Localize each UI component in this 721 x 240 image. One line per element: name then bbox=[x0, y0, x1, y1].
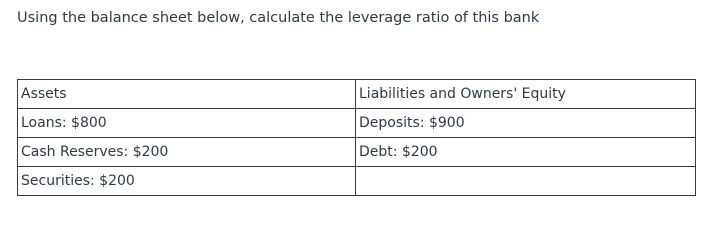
question-text: Using the balance sheet below, calculate the leverage ratio of this bank bbox=[17, 10, 540, 26]
balance-sheet-table bbox=[17, 79, 696, 196]
header-assets: Assets bbox=[18, 80, 356, 109]
table-row bbox=[18, 109, 696, 138]
cell-debt: Debt: $200 bbox=[356, 138, 696, 167]
table-row bbox=[18, 138, 696, 167]
header-liabilities-equity: Liabilities and Owners' Equity bbox=[356, 80, 696, 109]
table-header-row bbox=[18, 80, 696, 109]
cell-securities: Securities: $200 bbox=[18, 167, 356, 196]
cell-cash-reserves: Cash Reserves: $200 bbox=[18, 138, 356, 167]
cell-empty bbox=[356, 167, 696, 196]
cell-deposits: Deposits: $900 bbox=[356, 109, 696, 138]
table-row bbox=[18, 167, 696, 196]
cell-loans: Loans: $800 bbox=[18, 109, 356, 138]
